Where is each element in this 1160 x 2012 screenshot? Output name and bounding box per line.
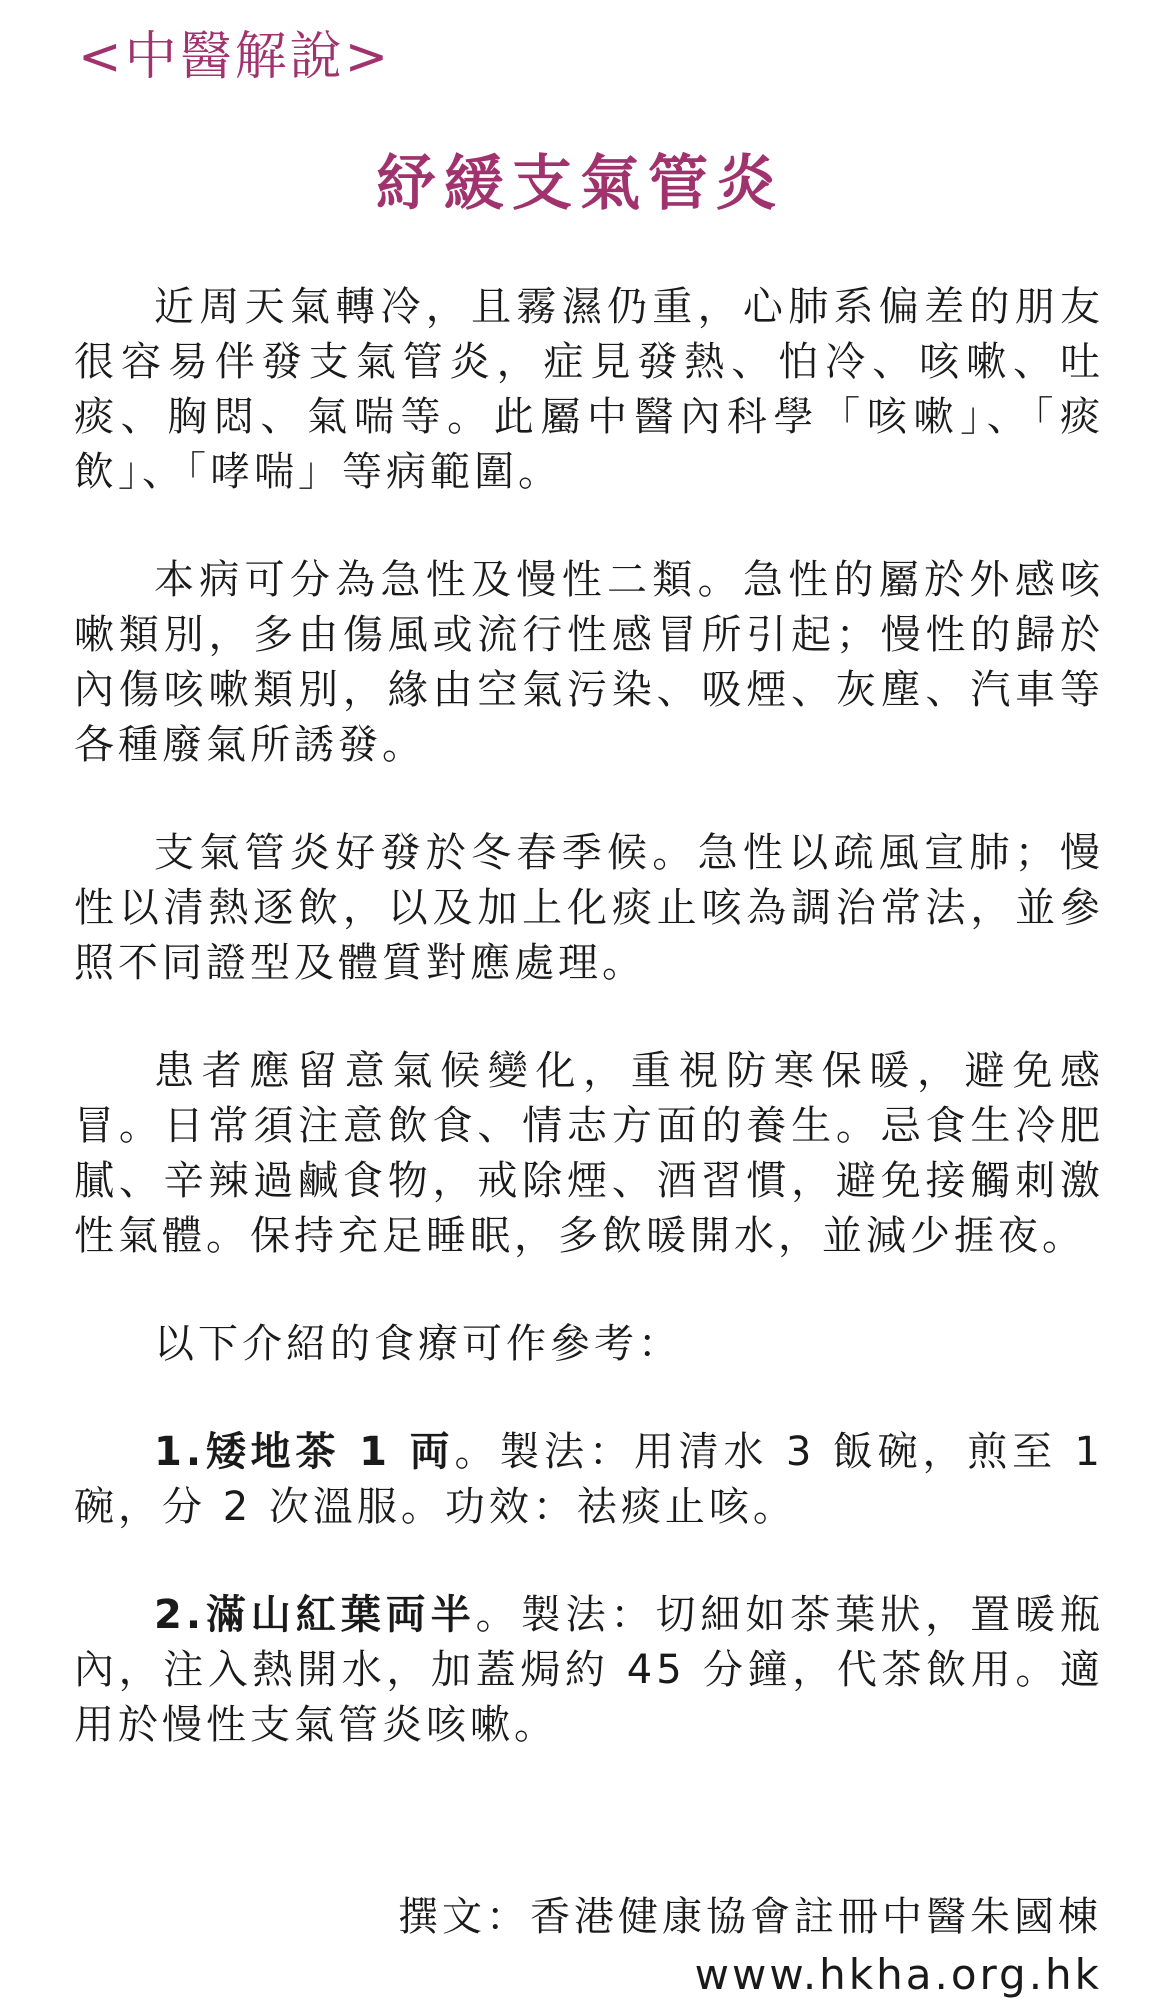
paragraph-care: 患者應留意氣候變化，重視防寒保暖，避免感冒。日常須注意飲食、情志方面的養生。忌食生冷肥膩、辛辣過鹹食物，戒除煙、酒習慣，避免接觸刺激性氣體。保持充足睡眠，多飲暖開水，並減少捱夜。 <box>74 1048 1104 1259</box>
section-label: <中醫解說> <box>78 27 392 87</box>
recipe-text: 。製法：用清水 3 飯碗，煎至 1 碗，分 2 次溫服。功效：祛痰止咳。 <box>74 1429 1104 1530</box>
article-body <box>74 280 1104 1806</box>
website-url: www.hkha.org.hk <box>694 1950 1102 1999</box>
author-credit: 撰文：香港健康協會註冊中醫朱國棟 <box>398 1894 1102 1940</box>
recipe-item <box>74 1588 1104 1753</box>
paragraph-diet-intro: 以下介紹的食療可作參考： <box>154 1321 682 1367</box>
recipe-name: 2.滿山紅葉両半 <box>154 1592 476 1638</box>
paragraph-intro: 近周天氣轉冷，且霧濕仍重，心肺系偏差的朋友很容易伴發支氣管炎，症見發熱、怕冷、咳嗽、吐痰、胸悶、氣喘等。此屬中醫內科學「咳嗽」、「痰飲」、「哮喘」等病範圍。 <box>74 284 1104 495</box>
footer <box>398 1888 1102 2004</box>
article-title: 紓緩支氣管炎 <box>376 149 784 219</box>
paragraph-treatment: 支氣管炎好發於冬春季候。急性以疏風宣肺；慢性以清熱逐飲，以及加上化痰止咳為調治常法，並參照不同證型及體質對應處理。 <box>74 830 1104 986</box>
paragraph-types: 本病可分為急性及慢性二類。急性的屬於外感咳嗽類別，多由傷風或流行性感冒所引起；慢性的歸於內傷咳嗽類別，緣由空氣污染、吸煙、灰塵、汽車等各種廢氣所誘發。 <box>74 557 1104 768</box>
recipe-text: 。製法：切細如茶葉狀，置暖瓶內，注入熱開水，加蓋焗約 45 分鐘，代茶飲用。適用於慢性支氣管炎咳嗽。 <box>74 1592 1105 1748</box>
recipe-item <box>74 1425 1104 1535</box>
recipe-name: 1.矮地茶 1 両 <box>154 1429 455 1475</box>
